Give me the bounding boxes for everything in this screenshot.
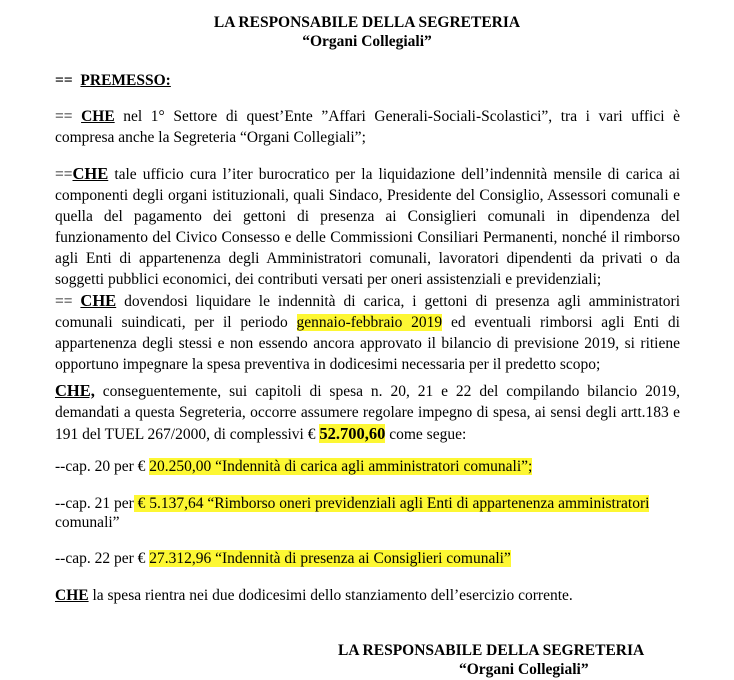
paragraph-5: CHE la spesa rientra nei due dodicesimi dello stanziamento dell’esercizio corrente. xyxy=(55,587,573,604)
document-subtitle: “Organi Collegiali” xyxy=(302,33,432,50)
document-title: LA RESPONSABILE DELLA SEGRETERIA xyxy=(213,14,521,31)
cap-22-highlight: 27.312,96 “Indennità di presenza ai Consiglieri comunali” xyxy=(149,550,511,567)
highlighted-period: gennaio-febbraio 2019 xyxy=(296,314,443,331)
paragraph-3: == CHE dovendosi liquidare le indennità di carica, i gettoni di presenza agli amministratori comunali suindicati, per il periodo gennaio-febbraio 2019 ed eventuali rimborsi agli Enti di appartenenza degli stessi e non essendo ancora approvato il bilancio di previsione 2019, si ritiene opportuno impegnare la spesa preventiva in dodicesimi necessaria per il predetto scopo; xyxy=(55,291,681,373)
cap-21-line-continued: comunali” xyxy=(55,514,120,531)
cap-20-highlight: 20.250,00 “Indennità di carica agli amministratori comunali”; xyxy=(149,458,533,475)
paragraph-1: == CHE nel 1° Settore di quest’Ente ”Affari Generali-Sociali-Scolastici”, tra i vari uffici è compresa anche la Segreteria “Organi Collegiali”; xyxy=(55,108,680,146)
footer-subtitle: “Organi Collegiali” xyxy=(459,661,589,678)
cap-22-line: --cap. 22 per € 27.312,96 “Indennità di presenza ai Consiglieri comunali” xyxy=(55,550,511,567)
footer-title: LA RESPONSABILE DELLA SEGRETERIA xyxy=(338,642,645,659)
highlighted-total: 52.700,60 xyxy=(319,424,386,443)
cap-21-line: --cap. 21 per € 5.137,64 “Rimborso oneri previdenziali agli Enti di appartenenza amministratori xyxy=(55,495,650,512)
cap-21-highlight: € 5.137,64 “Rimborso oneri previdenziali agli Enti di appartenenza amministratori xyxy=(133,495,650,512)
paragraph-2: ==CHE tale ufficio cura l’iter burocratico per la liquidazione dell’indennità mensile di carica ai componenti degli organi istituzionali, quali Sindaco, Presidente del Consiglio, Assessori comunali e quella del pagamento dei gettoni di presenza ai Consiglieri comunali in dipendenza del funzionamento del Civico Consesso e delle Commissioni Consiliari Permanenti, nonché il rimborso agli Enti di appartenenza degli Amministratori comunali, lavoratori dipendenti da privati o da soggetti pubblici economici, dei contributi versati per oneri assistenziali e previdenziali; xyxy=(55,164,680,288)
premesso-heading: == PREMESSO: xyxy=(55,72,171,89)
cap-20-line: --cap. 20 per € 20.250,00 “Indennità di carica agli amministratori comunali”; xyxy=(55,458,533,475)
paragraph-4: CHE, conseguentemente, sui capitoli di spesa n. 20, 21 e 22 del compilando bilancio 2019, demandati a questa Segreteria, occorre assumere regolare impegno di spesa, ai sensi degli artt.183 e 191 del TUEL 267/2000, di complessivi € 52.700,60 come segue: xyxy=(55,381,680,443)
